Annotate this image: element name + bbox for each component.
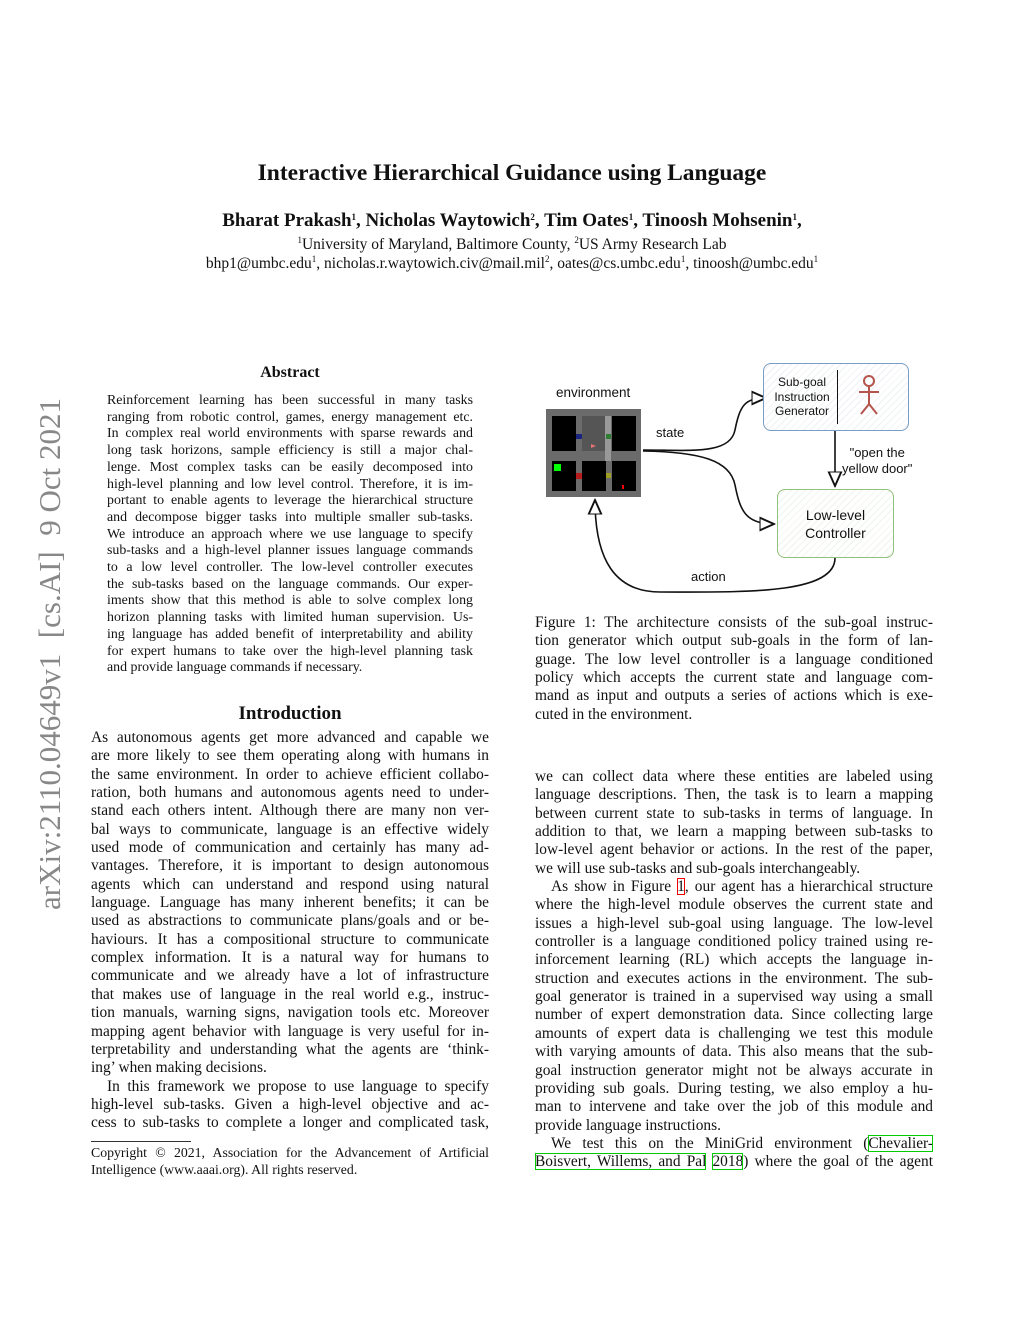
text-line: are more likely to see them operating along with humans in [91,747,489,765]
text-line: As autonomous agents get more advanced and capable we [91,729,489,746]
email-mark: 1 [311,254,317,264]
text-line: that makes use of language in the real world e.g., instruc- [91,985,489,1003]
abstract-text [107,393,473,677]
subgoal-instruction-generator [763,363,909,431]
text-span: , our agent has a hierarchical structure [684,878,933,896]
footnote-rule [91,1141,191,1142]
text-line: where the high-level module observes the current state and [535,896,933,914]
email: nicholas.r.waytowich.civ@mail.mil [324,255,545,272]
text-line: In complex real world environments with sparse rewards and [107,426,473,442]
generator-label-line: Generator [774,404,830,418]
human-icon [854,374,884,418]
affiliation-mark: 2 [574,235,579,245]
text-line: and decompose bigger tasks into multiple smaller sub-tasks. [107,509,473,525]
text-span: We test this on the MiniGrid environment ( [551,1134,869,1152]
text-line: provide language instructions. [535,1116,721,1134]
text-line: mapping agent behavior with language is very useful for in- [91,1022,489,1040]
affiliation: University of Maryland, Baltimore County, [301,236,575,253]
introduction-heading: Introduction [238,703,342,724]
generator-label-line: Sub-goal [777,375,827,389]
text-span: ) where the goal of the agent [743,1153,933,1171]
text-line: complex information. It is a natural way for humans to [91,949,489,967]
text-line: Copyright © 2021, Association for the Advancement of Artificial [91,1145,489,1160]
author: Bharat Prakash [222,210,352,231]
figure-reference-link[interactable]: 1 [677,878,685,896]
affiliations [0,236,1024,254]
citation-link[interactable]: Chevalier- [868,1134,933,1152]
text-line: lenge. Most complex tasks can be easily decomposed into [107,459,473,475]
author-list: Bharat Prakash$^1$, Nicholas Waytowich$^2$, Tim Oates$^1$, Tinoosh Mohsenin$^1$, [222,210,802,231]
text-line: issues a high-level sub-goal using language. The low-level [535,914,933,932]
text-line: amounts of expert data is challenging we test this module [535,1024,933,1042]
text-line: and provide language commands if necessary. [107,660,363,676]
text-line: ranging from robotic control, games, energy management etc. [107,409,473,425]
arxiv-stamp: arXiv:2110.04649v1 [cs.AI] 9 Oct 2021 [32,398,67,910]
text-line: terpretability and understanding what the agents are ‘think- [91,1040,489,1058]
paper-title: Interactive Hierarchical Guidance using Language [257,160,767,186]
quote-line: "open the [849,445,905,460]
text-line: high-level sub-tasks. Given a high-level objective and ac- [91,1095,489,1113]
generator-label [764,375,840,419]
text-line: we will use sub-tasks and sub-goals interchangeably. [535,859,861,877]
text-line: agents which can understand and respond using natural [91,875,489,893]
author-affiliation-mark: 2 [530,212,535,222]
text-line: high-level planning and low level control. Therefore, it is im- [107,476,473,492]
text-line: man to intervene and take over the job of this module and [535,1098,933,1116]
author-affiliation-mark: 1 [792,212,798,222]
text-line: language. Language has many inherent benefits; it can be [91,894,489,912]
text-line: communicate and we already have a lot of infrastructure [91,967,489,985]
text-line: struction and executes actions in the environment. The sub- [535,969,933,987]
text-line: stand each others intent. Although there are many non ver- [91,802,489,820]
text-line [535,1135,933,1153]
paragraph [91,1078,489,1133]
paragraph-rest [535,896,933,1134]
figure-1 [540,360,930,600]
text-span: As show in Figure [551,878,678,896]
controller-label [778,506,893,542]
text-line: guage. The low level controller is a language conditioned [535,650,933,668]
email: bhp1@umbc.edu [205,255,312,272]
email: tinoosh@umbc.edu [693,255,814,272]
text-line: long task horizons, sample efficiency is still a major chal- [107,443,473,459]
author-affiliation-mark: 1 [628,212,634,222]
text-line: vantages. Therefore, it is important to design autonomous [91,857,489,875]
text-line: controller is a language conditioned policy trained using re- [535,933,933,951]
paragraph [91,729,489,1078]
text-line: haviours. It has a compositional structure to communicate [91,930,489,948]
action-label: action [691,569,726,584]
citation-link[interactable]: Boisvert, Willems, and Pal [535,1153,707,1171]
author: Tinoosh Mohsenin [642,210,793,231]
environment-label: environment [556,385,631,400]
state-label: state [656,425,685,440]
email-mark: 1 [680,254,686,264]
text-line: horizon planning tasks with limited human supervision. Us- [107,610,473,626]
text-line: low-level agent behavior or actions. In the rest of the paper, [535,841,933,859]
text-line: with varying amounts of data. This also means that the sub- [535,1043,933,1061]
text-line [535,878,933,896]
email-mark: 2 [544,254,550,264]
text-line: addition to that, we learn a mapping between sub-tasks to [535,823,933,841]
controller-label-line: Controller [805,525,866,541]
emails: bhp1@umbc.edu$^1$, nicholas.r.waytowich.civ@mail.mil$^2$, oates@cs.umbc.edu$^1$, tinoosh@umbc.edu$^1$ [205,254,819,272]
text-line: for expert humans to take over the high-level planning task [107,643,473,659]
instruction-quote [842,445,912,477]
author: Tim Oates [544,210,629,231]
text-line: number of expert demonstration data. Since collecting large [535,1006,933,1024]
text-line: language descriptions. Then, the task is to learn a mapping [535,786,933,804]
text-line: Intelligence (www.aaai.org). All rights reserved. [91,1162,358,1177]
email: oates@cs.umbc.edu [557,255,681,272]
low-level-controller [777,489,894,558]
text-line: bal ways to communicate, language is an effective widely [91,820,489,838]
footnote [91,1144,489,1178]
paragraph [535,878,933,1135]
text-line: used as abstractions to communicate plans/goals and or be- [91,912,489,930]
affiliation-mark: 1 [297,235,302,245]
divider [837,370,838,424]
text-line: goal generator is trained in a supervised way using a small [535,988,933,1006]
paragraph [535,1135,933,1172]
text-line: cuted in the environment. [535,705,693,723]
minigrid-image [546,409,641,497]
abstract-heading: Abstract [260,364,320,381]
text-line: tion manuals, warning signs, navigation tools etc. Moreover [91,1004,489,1022]
text-line: ration, both humans and autonomous agents need to under- [91,784,489,802]
text-line: ing’ when making decisions. [91,1059,267,1077]
text-line: used mode of communication and certainly has many ad- [91,839,489,857]
text-line: sub-tasks and a high-level planner issues language commands [107,543,473,559]
right-column-text [535,768,933,1172]
text-line: inforcement learning (RL) which accepts the language in- [535,951,933,969]
text-line [535,1153,933,1171]
text-line: goal instruction generator might not be always accurate in [535,1061,933,1079]
text-line: the same environment. In order to achieve efficient collabo- [91,765,489,783]
text-line: We introduce an approach where we use language to specify [107,526,473,542]
text-line: iments show that this method is able to solve complex long [107,593,473,609]
controller-label-line: Low-level [805,507,866,523]
citation-year-link[interactable]: 2018 [712,1153,744,1171]
introduction-text [91,729,489,1133]
text-line: In this framework we propose to use language to specify [107,1077,489,1095]
figure-caption [535,614,933,724]
email-mark: 1 [813,254,819,264]
text-line: tion generator which output sub-goals in the form of lan- [535,632,933,650]
text-line: to a low level controller. The low-level controller executes [107,560,473,576]
text-line: policy which accepts the current state and language com- [535,669,933,687]
text-line: we can collect data where these entities are labeled using [535,768,933,785]
generator-label-line: Instruction [774,389,830,404]
author: Nicholas Waytowich [365,210,531,231]
text-line: mand as input and outputs a series of actions which is exe- [535,687,933,705]
text-line: between current state to sub-tasks in terms of language. In [535,804,933,822]
environment-grid [546,409,641,497]
text-line: Reinforcement learning has been successful in many tasks [107,393,473,408]
affiliation: US Army Research Lab [578,236,727,253]
paragraph [535,768,933,878]
text-line: providing sub goals. During testing, we also employ a hu- [535,1079,933,1097]
quote-line: yellow door" [842,461,913,476]
text-line: Figure 1: The architecture consists of the sub-goal instruc- [535,614,933,631]
text-line: ing language has added benefit of interpretability and ability [107,626,473,642]
text-line: portant to enable agents to leverage the hierarchical structure [107,493,473,509]
text-line: cess to sub-tasks to complete a longer and complicated task, [91,1114,489,1132]
state-arrow-to-controller [643,451,774,524]
author-affiliation-mark: 1 [351,212,357,222]
text-line: the sub-tasks based on the language commands. Our exper- [107,576,473,592]
